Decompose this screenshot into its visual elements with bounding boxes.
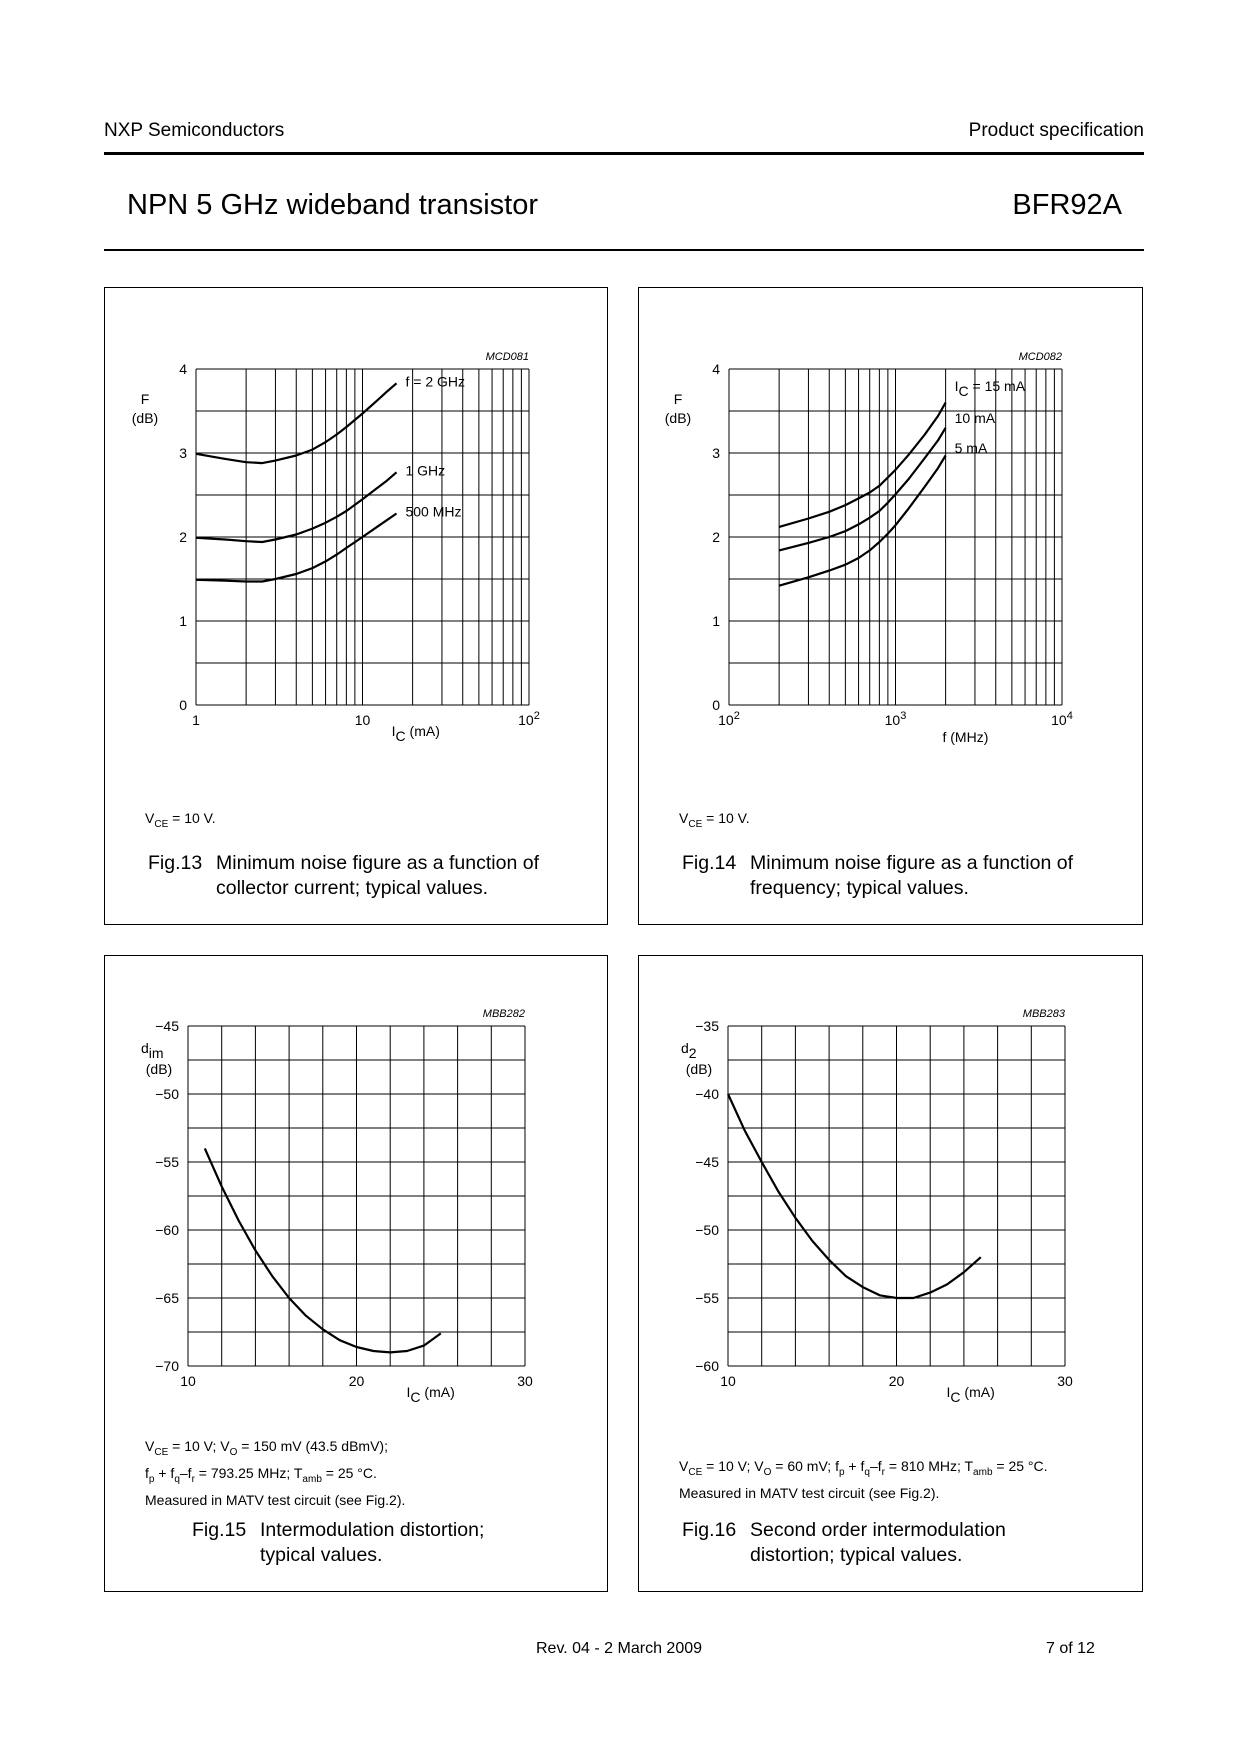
x-tick-label: 30 (517, 1373, 533, 1389)
y-axis-unit: (dB) (685, 1061, 713, 1077)
figure-14-conditions: $V_{CE} = 10$ V. (679, 810, 750, 830)
y-tick-label: −35 (695, 1018, 719, 1034)
y-axis-unit: (dB) (664, 410, 692, 426)
y-tick-label: −60 (155, 1222, 179, 1238)
y-tick-label: −40 (695, 1086, 719, 1102)
x-tick-label: 20 (888, 1373, 905, 1389)
y-tick-label: 4 (179, 361, 187, 377)
page-number: 7 of 12 (1046, 1640, 1095, 1657)
part-number: BFR92A (1012, 189, 1122, 221)
y-tick-label: 3 (179, 445, 187, 461)
y-axis-unit: (dB) (145, 1061, 173, 1077)
x-tick-label: 10 (180, 1373, 196, 1389)
y-axis-label: dim (141, 1040, 164, 1061)
figure-code: MCD082 (1018, 351, 1062, 363)
grid (188, 1026, 525, 1366)
grid (729, 369, 1062, 705)
page-title: NPN 5 GHz wideband transistor (127, 189, 538, 221)
series-label: 5 mA (954, 440, 988, 456)
y-axis-unit: (dB) (131, 410, 159, 426)
revision-info: Rev. 04 - 2 March 2009 (536, 1640, 703, 1657)
y-tick-label: −55 (695, 1290, 719, 1306)
figure-15-caption (192, 1518, 592, 1573)
x-axis-label: IC (mA) (406, 1384, 455, 1405)
figure-13-panel (104, 287, 608, 925)
x-tick-label: 10 (720, 1373, 736, 1389)
x-axis-label: f (MHz) (942, 729, 989, 745)
y-tick-label: −60 (695, 1358, 719, 1374)
x-tick-label: $10^2$ (718, 710, 740, 728)
x-axis-label: IC (mA) (946, 1384, 995, 1405)
figure-15-conditions: $V_{CE} = 10$ V; $V_O = 150$ mV (43.5 dBmV); $f_p + f_q-f_r = 793.25$ MHz; $T_{amb} = 25$ °C. Measured in MATV test circuit (see Fig.2). (145, 1438, 406, 1508)
caption-text: Second order intermodulation distortion; typical values. (750, 1519, 1006, 1566)
figure-code: MBB283 (1022, 1008, 1065, 1020)
series-label: IC = 15 mA (954, 378, 1026, 399)
caption-text: Minimum noise figure as a function of collector current; typical values. (216, 852, 539, 899)
figure-number: Fig.14 (682, 852, 737, 874)
series-label: f = 2 GHz (405, 373, 466, 390)
x-tick-label: 20 (348, 1373, 365, 1389)
figure-14-caption (682, 851, 1122, 906)
y-tick-label: −55 (155, 1154, 179, 1170)
y-tick-label: 0 (179, 697, 187, 713)
figure-14-panel (638, 287, 1143, 925)
company-name: NXP Semiconductors (104, 120, 285, 141)
figure-16-panel (638, 955, 1143, 1592)
x-tick-label: 10 (354, 712, 371, 728)
series-line-10-ma (779, 428, 946, 551)
x-tick-label: $10^4$ (1051, 710, 1073, 728)
series-label: 10 mA (954, 410, 996, 426)
figure-13-conditions: $V_{CE} = 10$ V. (145, 810, 216, 830)
series-label: 1 GHz (405, 462, 446, 479)
figure-16-caption (682, 1518, 1122, 1573)
y-axis-label: F (140, 391, 150, 407)
y-tick-label: 3 (712, 445, 720, 461)
figure-number: Fig.15 (192, 1519, 247, 1541)
figure-number: Fig.16 (682, 1519, 737, 1541)
figure-16-conditions: $V_{CE} = 10$ V; $V_O = 60$ mV; $f_p + f_q-f_r = 810$ MHz; $T_{amb} = 25$ °C. Measured in MATV test circuit (see Fig.2). (679, 1458, 1048, 1501)
y-axis-label: F (673, 391, 683, 407)
y-tick-label: −50 (155, 1086, 179, 1102)
series-label: 500 MHz (405, 503, 462, 520)
x-tick-label: $10^3$ (884, 710, 907, 728)
y-tick-label: −45 (155, 1018, 179, 1034)
document-type: Product specification (968, 120, 1144, 141)
y-tick-label: 2 (179, 529, 187, 545)
figure-15-panel (104, 955, 608, 1592)
title-rule (104, 249, 1144, 251)
y-tick-label: 2 (712, 529, 720, 545)
x-tick-label: $10^2$ (518, 710, 540, 728)
x-tick-label: 1 (192, 712, 200, 728)
y-axis-label: d2 (681, 1040, 697, 1061)
y-tick-label: −45 (695, 1154, 719, 1170)
figure-13-caption (148, 851, 588, 906)
caption-text: Intermodulation distortion; typical values. (260, 1519, 485, 1566)
x-tick-label: 30 (1057, 1373, 1073, 1389)
grid (728, 1026, 1065, 1366)
x-axis-label: IC (mA) (391, 723, 440, 744)
y-tick-label: −70 (155, 1358, 179, 1374)
figure-code: MBB282 (482, 1008, 525, 1020)
y-tick-label: 0 (712, 697, 720, 713)
figure-number: Fig.13 (148, 852, 203, 874)
figure-code: MCD081 (485, 351, 529, 363)
caption-text: Minimum noise figure as a function of frequency; typical values. (750, 852, 1073, 899)
y-tick-label: 1 (712, 613, 720, 629)
y-tick-label: −65 (155, 1290, 179, 1306)
y-tick-label: −50 (695, 1222, 719, 1238)
header-rule (104, 152, 1144, 155)
y-tick-label: 1 (179, 613, 187, 629)
y-tick-label: 4 (712, 361, 720, 377)
